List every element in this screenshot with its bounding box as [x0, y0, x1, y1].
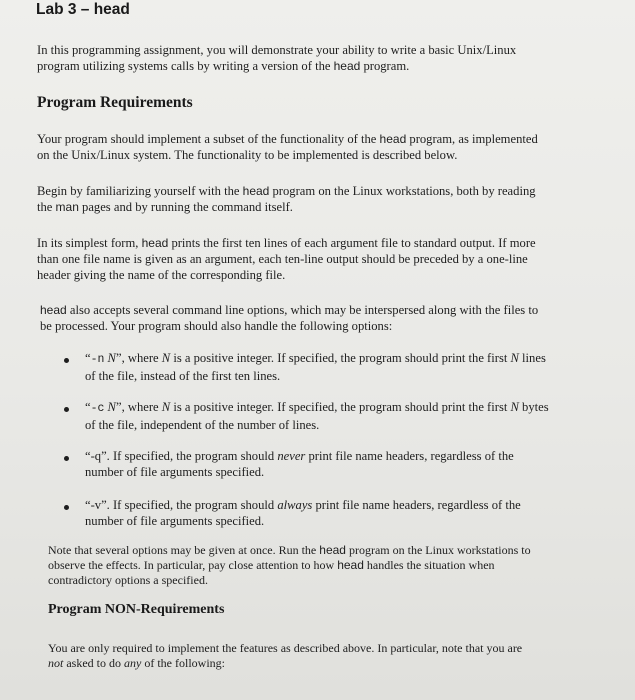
p3-line-3: header giving the name of the corresponding file. — [37, 268, 286, 282]
intro-line-1: In this programming assignment, you will demonstrate your ability to write a basic Unix/Linux — [37, 43, 517, 57]
p4-line-1: head also accepts several command line options, which may be interspersed along with the files to — [40, 303, 539, 317]
option-n-line-2: of the file, instead of the first ten lines. — [85, 369, 281, 383]
p2-line-2: the man pages and by running the command itself. — [37, 200, 293, 214]
option-q-line-2: number of file arguments specified. — [85, 465, 265, 479]
option-n-bullet — [85, 350, 546, 384]
bullet-dot — [64, 505, 69, 510]
p5-line-3: contradictory options a specified. — [48, 573, 208, 587]
p2-line-1: Begin by familiarizing yourself with the head program on the Linux workstations, both by reading — [37, 184, 536, 198]
option-q-line-1: “-q”. If specified, the program should never print file name headers, regardless of the — [85, 449, 514, 463]
intro-paragraph — [37, 42, 516, 74]
p3-line-1: In its simplest form, head prints the first ten lines of each argument file to standard output. If more — [37, 236, 536, 250]
option-n-line-1: “-n N”, where N is a positive integer. If specified, the program should print the first N lines — [85, 351, 546, 366]
p4-line-2: be processed. Your program should also handle the following options: — [40, 319, 393, 333]
p1-line-2: on the Unix/Linux system. The functionality to be implemented is described below. — [37, 148, 458, 162]
program-non-requirements-heading: Program NON-Requirements — [48, 602, 225, 617]
p6-line-2: not asked to do any of the following: — [48, 656, 225, 670]
requirements-paragraph-3 — [37, 235, 536, 283]
option-c-line-1: “-c N”, where N is a positive integer. If specified, the program should print the first N bytes — [85, 400, 549, 415]
intro-line-2: program utilizing systems calls by writing a version of the head program. — [37, 59, 410, 73]
non-requirements-paragraph — [48, 641, 522, 671]
bullet-dot — [64, 456, 69, 461]
requirements-paragraph-1 — [37, 131, 538, 163]
p3-line-2: than one file name is given as an argument, each ten-line output should be preceded by a one-line — [37, 252, 528, 266]
option-v-line-1: “-v”. If specified, the program should always print file name headers, regardless of the — [85, 498, 521, 512]
option-v-line-2: number of file arguments specified. — [85, 514, 265, 528]
requirements-paragraph-2 — [37, 183, 536, 215]
page-title: Lab 3 – head — [36, 1, 130, 18]
bullet-dot — [64, 407, 69, 412]
option-c-line-2: of the file, independent of the number of lines. — [85, 418, 320, 432]
option-c-bullet — [85, 399, 549, 433]
bullet-dot — [64, 358, 69, 363]
option-v-bullet — [85, 497, 521, 529]
p5-line-2: observe the effects. In particular, pay close attention to how head handles the situation when — [48, 558, 495, 572]
p6-line-1: You are only required to implement the features as described above. In particular, note that you are — [48, 641, 523, 655]
p5-line-1: Note that several options may be given at once. Run the head program on the Linux workstations to — [48, 543, 531, 557]
program-requirements-heading: Program Requirements — [37, 94, 193, 111]
option-q-bullet — [85, 448, 514, 480]
options-note-paragraph — [48, 543, 531, 588]
requirements-paragraph-4 — [40, 302, 538, 334]
p1-line-1: Your program should implement a subset of the functionality of the head program, as implemented — [37, 132, 538, 146]
